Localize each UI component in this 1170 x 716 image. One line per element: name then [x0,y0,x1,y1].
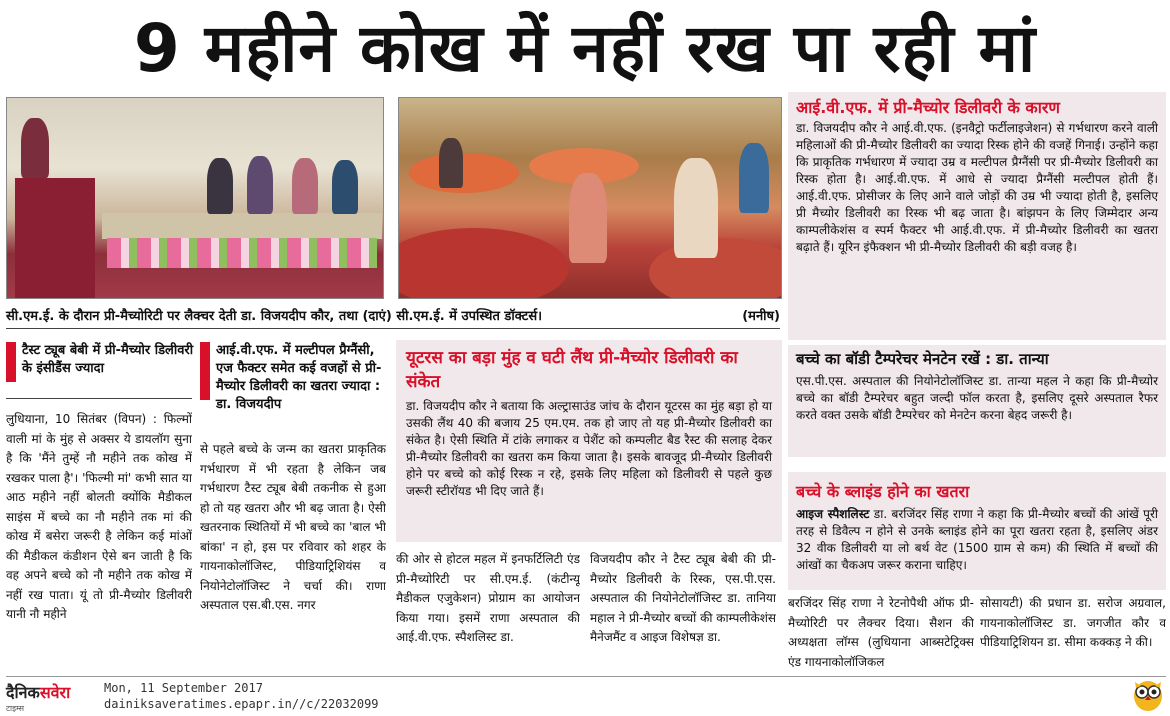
panel-ivf-causes [788,92,1166,340]
panel-body: डा. विजयदीप कौर ने आई.वी.एफ. (इनवैट्रो फर्टीलाइजेशन) से गर्भधारण करने वाली महिलाओं की प्री-मैच्योर डिलीवरी का ज्यादा रिस्क होने की वजहें गिनाई। उन्होंने कहा कि प्राकृतिक गर्भधारण में ज्यादा उम्र व मल्टीपल प्रैग्नैंसी पर प्री-मैच्योर डिलीवरी का रिस्क होता है। आई.वी.एफ. में आधे से ज्यादा प्रैग्नैंसी मल्टीपल होती हैं। आई.वी.एफ. प्रोसीजर के लिए आने वाले जोड़ों की उम्र भी ज्यादा होती है, इसलिए प्री मैच्योर डिलीवरी का रिस्क भी बढ़ जाता है। बांझपन के लिए जिम्मेदार अन्य काम्पलीकेशंस व स्पर्म फैक्टर भी आई.वी.एफ. में प्री-मैच्योर डिलीवरी का खतरा बढ़ाते हैं। यूरिन इंफैक्शन भी प्री-मैच्योर डिलीवरी की बड़ी वजह है। [796,121,1158,254]
photo-audience [398,97,782,299]
panel-title: यूटरस का बड़ा मुंह व घटी लैंथ प्री-मैच्योर डिलीवरी का संकेत [406,348,738,392]
logo-word-a: दैनिक [6,682,40,702]
newspaper-logo [6,682,98,712]
audience-figure [739,143,769,213]
audience-figure [569,173,607,263]
speaker-figure [21,118,49,178]
article-column-2: से पहले बच्चे के जन्म का खतरा प्राकृतिक गर्भधारण में भी रहता है लेकिन जब गर्भधारण टैस्ट ट्यूब बेबी तकनीक से हुआ हो तो यह खतरा और भी बढ़ जाता है। ऐसी खतरनाक स्थितियों में भी बच्चे का 'बाल भी बांका' न हो, इस पर रविवार को शहर के गायनाकोलॉजिस्ट, पीडियाट्रिशियंस व नियोनेटोलॉजिस्ट ने चर्चा की। राणा अस्पताल एस.बी.एस. नगर [200,442,386,612]
audience-figure [674,158,718,258]
article-column-3: की ओर से होटल महल में इनफर्टिलिटी एंड प्री-मैच्योरिटी पर सी.एम.ई. (कंटीन्यू मैडीकल एजुकेशन) प्रोग्राम का आयोजन किया गया। इसमें राणा अस्पताल की आई.वी.एफ. स्पैशलिस्ट डा. [396,552,580,644]
red-marker [6,342,16,382]
panel-uterus-sign [396,340,782,542]
panel-body-temperature [788,345,1166,457]
panel-body: डा. बरजिंदर सिंह राणा ने कहा कि प्री-मैच्योर बच्चों की आंखें पूरी तरह से डिवैल्प न होने से उनके ब्लाइंड होने का पूरा खतरा रहता है, इसलिए अंडर 32 वीक डिलीवरी या लो बर्थ वेट (1500 ग्राम से कम) की स्थिति में बच्चों की आंखों का चैकअप जरूर कराना चाहिए। [796,507,1158,572]
owl-icon [1132,676,1164,712]
panel-title: बच्चे का बॉडी टैम्परेचर मेनटेन रखें : डा. तान्या [796,350,1049,368]
panel-lead: आइज स्पैशलिस्ट [796,507,870,521]
epaper-url[interactable]: dainiksaveratimes.epapr.in//c/22032099 [104,697,379,711]
footer-meta [104,680,379,712]
edition-date: Mon, 11 September 2017 [104,681,263,695]
side-head-text: टैस्ट ट्यूब बेबी में प्री-मैच्योर डिलीवरी के इंसीडैंस ज्यादा [22,343,194,376]
panel-blindness-risk [788,472,1166,590]
seated-figure [332,160,358,214]
round-table [409,153,519,193]
panel-body: डा. विजयदीप कौर ने बताया कि अल्ट्रासाउंड जांच के दौरान यूटरस का मुंह बड़ा हो या उसकी लैंथ 40 की बजाय 25 एम.एम. तक हो जाए तो यह प्री-मैच्योर डिलीवरी का संकेत है। ऐसी स्थिति में टांके लगाकर व पेशैंट को कम्पलीट बैड रैस्ट की सलाह देकर प्री-मैच्योर डिलीवरी का खतरा कम किया जाता है। इसके बावजूद प्री-मैच्योर डिलीवरी होने पर बच्चे को कोई रिस्क न रहे, इसके लिए महिला को डिलीवरी से पहले कुछ जरूरी स्टीरॉयड भी दिए जाते हैं। [406,399,772,498]
side-head-1 [6,342,196,382]
article-column-4: विजयदीप कौर ने टैस्ट ट्यूब बेबी की प्री-मैच्योर डिलीवरी के रिस्क, एस.पी.एस. अस्पताल की नियोनेटोलॉजिस्ट डा. तानिया महाल ने प्री-मैच्योर बच्चों की काम्पलीकेशंस मैनेजमैंट व आइज विशेषज्ञ डा. [590,552,776,644]
caption-credit: (मनीष) [742,309,780,324]
seated-figure [292,158,318,214]
divider [6,398,192,399]
panel-title: बच्चे के ब्लाइंड होने का खतरा [796,482,970,501]
flower-row [107,238,377,268]
panel-title: आई.वी.एफ. में प्री-मैच्योर डिलीवरी के कारण [796,98,1060,117]
podium [15,178,95,298]
footer-divider [6,676,1166,677]
caption-text: सी.एम.ई. के दौरान प्री-मैच्योरिटी पर लैक्चर देती डा. विजयदीप कौर, तथा (दाएं) सी.एम.ई. में उपस्थित डॉक्टर्स। [6,309,543,324]
article-column-5: बरजिंदर सिंह राणा ने रेटनोपैथी ऑफ प्री-मैच्योरिटी पर लैक्चर दिया। सैशन की अध्यक्षता लॉग्स (लुधियाना आब्सटेट्रिक्स एंड गायनाकोलॉजिकल [788,596,974,669]
seated-figure [247,156,273,214]
article-column-6: सोसायटी) की प्रधान डा. सरोज अग्रवाल, गायनाकोलॉजिस्ट डा. जगजीत कौर व पीडियाट्रिशियन डा. सीमा कक्कड़ ने की। [980,596,1166,649]
panel-body: एस.पी.एस. अस्पताल की नियोनेटोलॉजिस्ट डा. तान्या महल ने कहा कि प्री-मैच्योर बच्चे का बॉडी टैम्परेचर बहुत जल्दी फॉल करता है, इसलिए दूसरे अस्पताल रैफर करते वक्त उसके बॉडी टैम्परेचर को मेनटेन करना बेहद जरूरी है। [796,374,1158,422]
side-head-text: आई.वी.एफ. में मल्टीपल प्रैग्नैंसी, एज फैक्टर समेत कई वजहों से प्री-मैच्योर डिलीवरी का खतरा ज्यादा : डा. विजयदीप [216,343,382,412]
logo-word-b: सवेरा [39,682,71,702]
logo-tagline: टाइम्स [6,703,25,713]
side-head-2 [200,342,388,414]
round-table [398,228,569,299]
photo-lecture [6,97,384,299]
headline: 9 महीने कोख में नहीं रख पा रही मां [133,10,1037,87]
photo-caption [6,304,780,326]
red-marker [200,342,210,400]
head-table [102,213,382,239]
audience-figure [439,138,463,188]
divider [6,328,780,329]
article-column-1: लुधियाना, 10 सितंबर (विपन) : फिल्मों वाली मां के मुंह से अक्सर ये डायलॉग सुना है कि 'मैंने तुम्हें नौ महीने तक कोख में रखकर पाला है'। 'फिल्मी मां' कभी सात या आठ महीने नहीं बोलती क्योंकि मैडीकल साइंस में बच्चे का नौ महीने तक मां की कोख में बसेरा जरूरी है लेकिन कई मांओं की मैडीकल कंडीशन ऐसे बन जाती है कि वह अपने बच्चे को नौ महीने तक कोख में नहीं रख पाता। यूं तो प्री-मैच्योर डिलीवरी यानी नौ महीने [6,412,192,621]
seated-figure [207,158,233,214]
